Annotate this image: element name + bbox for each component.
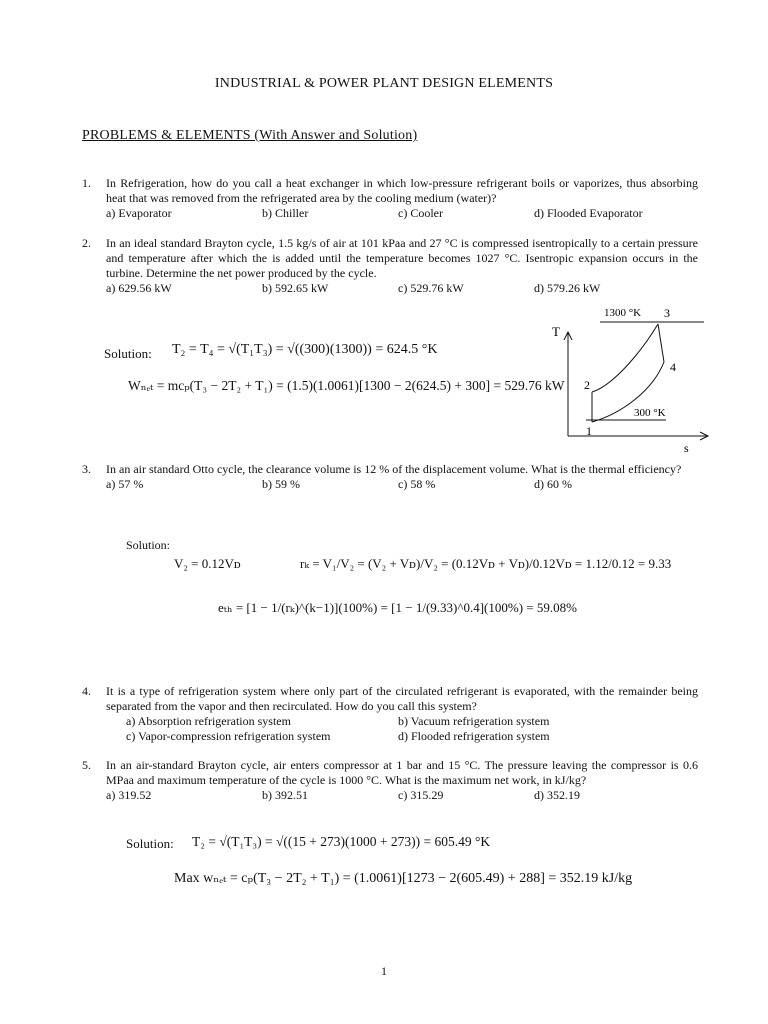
option-c: c) 315.29 (398, 788, 444, 802)
solution-equation-2: Wₙₑₜ = mcₚ(T₃ − 2T₂ + T₁) = (1.5)(1.0061)[1300 − 2(624.5) + 300] = 529.76 kW (128, 378, 565, 393)
problem-2 (82, 236, 698, 296)
point-1-label: 1 (586, 424, 592, 438)
answer-options (106, 281, 698, 296)
solution-label: Solution: (126, 538, 171, 552)
option-a: a) 57 % (106, 477, 144, 491)
option-b: b) Vacuum refrigeration system (398, 714, 550, 728)
answer-options (106, 206, 698, 221)
option-b: b) Chiller (262, 206, 309, 220)
problem-text: In an air standard Otto cycle, the clearance volume is 12 % of the displacement volume. What is the thermal efficiency? (106, 462, 682, 476)
document-title: INDUSTRIAL & POWER PLANT DESIGN ELEMENTS (214, 76, 554, 91)
problem-text: In an ideal standard Brayton cycle, 1.5 kg/s of air at 101 kPaa and 27 °C is compressed isentropically to a certain pressure and temperature after which the is added until the temperature becomes 1027 °C. Isentropic expansion occurs in the turbine. Determine the net power produced by the cycle. (106, 236, 698, 280)
section-heading: PROBLEMS & ELEMENTS (With Answer and Solution) (82, 128, 418, 143)
option-c: c) 58 % (398, 477, 436, 491)
option-d: d) 60 % (534, 477, 572, 491)
problem-number: 5. (82, 758, 91, 772)
option-b: b) 392.51 (262, 788, 308, 802)
solution-equation-2: Max wₙₑₜ = cₚ(T₃ − 2T₂ + T₁) = (1.0061)[1273 − 2(605.49) + 288] = 352.19 kJ/kg (174, 871, 633, 886)
solution-equation-3: eₜₕ = [1 − 1/(rₖ)^(k−1)](100%) = [1 − 1/(9.33)^0.4](100%) = 59.08% (218, 600, 577, 615)
expansion-line (658, 324, 664, 362)
point-2-label: 2 (584, 378, 590, 392)
option-d: d) Flooded refrigeration system (398, 729, 550, 743)
problem-1 (82, 176, 698, 221)
problem-4 (82, 684, 698, 744)
solution-equation-2: rₖ = V₁/V₂ = (V₂ + Vᴅ)/V₂ = (0.12Vᴅ + Vᴅ)/0.12Vᴅ = 1.12/0.12 = 9.33 (300, 556, 672, 571)
problem-number: 3. (82, 462, 91, 476)
solution-equation-1: T₂ = √(T₁T₃) = √((15 + 273)(1000 + 273)) = 605.49 °K (192, 834, 491, 849)
problem-text: It is a type of refrigeration system where only part of the circulated refrigerant is evaporated, with the remainder being separated from the vapor and then recirculated. How do you call this system? (106, 684, 698, 713)
option-a: a) Absorption refrigeration system (126, 714, 291, 728)
low-temp-label: 300 °K (634, 407, 666, 419)
s-axis-label: s (684, 441, 689, 455)
option-c: c) Cooler (398, 206, 443, 220)
option-d: d) 352.19 (534, 788, 580, 802)
solution-equation-1: T₂ = T₄ = √(T₁T₃) = √((300)(1300)) = 624.5 °K (172, 342, 438, 357)
problem-number: 4. (82, 684, 91, 698)
t-axis-label: T (552, 324, 560, 339)
page-number: 1 (381, 964, 387, 978)
answer-options-row-1 (126, 714, 698, 729)
solution-label: Solution: (126, 836, 174, 851)
point-4-label: 4 (670, 360, 676, 374)
option-d: d) Flooded Evaporator (534, 206, 643, 220)
ts-diagram (540, 296, 720, 456)
option-a: a) 319.52 (106, 788, 152, 802)
option-b: b) 592.65 kW (262, 281, 329, 295)
answer-options (106, 788, 698, 803)
option-d: d) 579.26 kW (534, 281, 601, 295)
problem-3 (82, 462, 698, 492)
option-a: a) Evaporator (106, 206, 172, 220)
problem-text: In Refrigeration, how do you call a heat exchanger in which low-pressure refrigerant boils or vaporizes, thus absorbing heat that was removed from the refrigerated area by the cooling medium (water)? (106, 176, 698, 205)
problem-5 (82, 758, 698, 803)
option-c: c) Vapor-compression refrigeration system (126, 729, 331, 743)
answer-options (106, 477, 698, 492)
point-3-label: 3 (664, 306, 670, 320)
problem-text: In an air-standard Brayton cycle, air enters compressor at 1 bar and 15 °C. The pressure leaving the compressor is 0.6 MPaa and maximum temperature of the cycle is 1000 °C. What is the maximum net work, in kJ/kg? (106, 758, 698, 787)
top-temp-label: 1300 °K (604, 307, 642, 319)
option-c: c) 529.76 kW (398, 281, 464, 295)
heat-addition-curve (592, 324, 658, 392)
option-b: b) 59 % (262, 477, 300, 491)
problem-number: 2. (82, 236, 91, 250)
solution-equation-1: V₂ = 0.12Vᴅ (174, 556, 241, 571)
answer-options-row-2 (126, 729, 698, 744)
problem-number: 1. (82, 176, 91, 190)
option-a: a) 629.56 kW (106, 281, 172, 295)
solution-label: Solution: (104, 346, 152, 361)
